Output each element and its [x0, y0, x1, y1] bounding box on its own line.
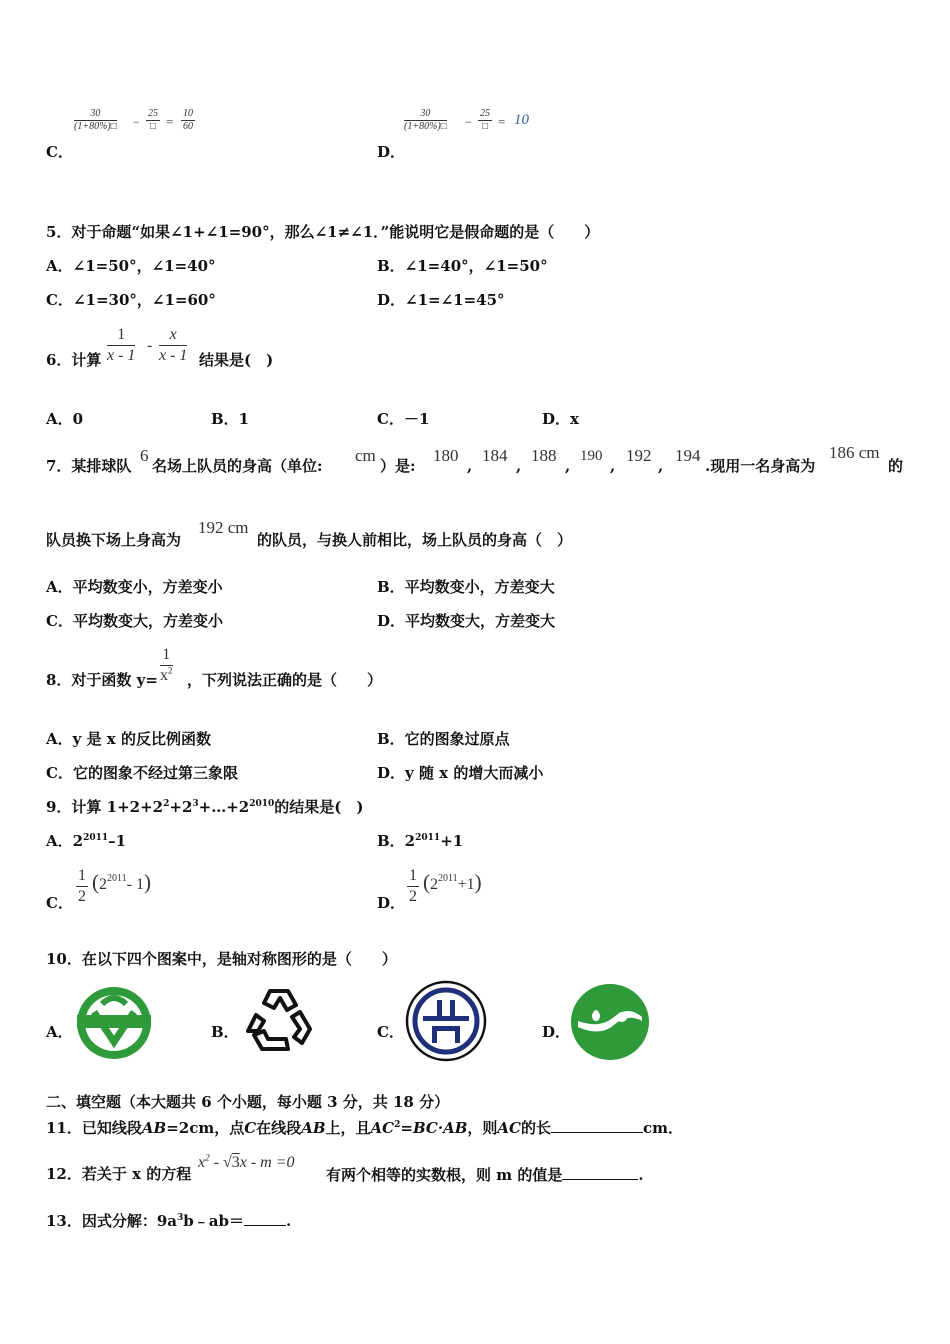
fraction: $\frac{30}{(1+80\%)□}$ — [74, 108, 117, 132]
question-11: 11．已知线段AB=2cm，点C在线段AB上，且$AC^2=BC\cdot AB$，则AC的长 cm． — [46, 1119, 684, 1137]
fraction: $\frac{30}{(1+80\%)□}$ — [404, 108, 447, 132]
q6-option-a: A．0 — [46, 410, 84, 428]
q5-option-d: D．∠1=∠1=45° — [377, 291, 505, 309]
answer-blank[interactable] — [244, 1211, 286, 1226]
q8-option-b: B．它的图象过原点 — [377, 730, 510, 748]
q6-option-c: C．－1 — [377, 410, 430, 428]
q7-option-a: A．平均数变小，方差变小 — [46, 578, 223, 596]
fraction: $\frac{1}{x - 1}$ — [107, 326, 136, 364]
fraction: $\frac{1}{2}$ — [409, 867, 417, 905]
fraction: 25 □ — [148, 108, 158, 132]
q8-option-a: A．y 是 x 的反比例函数 — [46, 730, 211, 748]
fraction: $\frac{1}{x^2}$ — [160, 646, 173, 684]
option-label: A． — [46, 1023, 73, 1041]
answer-blank[interactable] — [562, 1165, 638, 1180]
fraction: $\frac{10}{60}$ — [183, 108, 193, 132]
option-label: B． — [211, 1023, 239, 1041]
question-13: 13．因式分解：$9a^3b﹣ab=$ . — [46, 1212, 292, 1230]
section-2-title: 二、填空题（本大题共 6 个小题，每小题 3 分，共 18 分） — [46, 1093, 450, 1111]
q9-option-a: A．$2^{2011}-1$ — [46, 832, 127, 850]
fraction: $\frac{1}{2}$ — [78, 867, 86, 905]
q9-option-b: B．$2^{2011}+1$ — [377, 832, 464, 850]
q7-option-d: D．平均数变大，方差变大 — [377, 612, 556, 630]
fraction: $\frac{x}{x - 1}$ — [159, 326, 188, 364]
green-drop-icon — [570, 983, 650, 1061]
option-label: D． — [542, 1023, 571, 1041]
fraction: 25 □ — [480, 108, 490, 132]
question-10-stem: 10．在以下四个图案中，是轴对称图形的是（ ） — [46, 950, 397, 968]
circle-emblem-icon — [405, 980, 487, 1062]
option-label: C． — [377, 1023, 404, 1041]
question-5-stem: 5．对于命题“如果∠1+∠1=90°，那么∠1≠∠1．”能说明它是假命题的是（ ） — [46, 223, 600, 241]
green-leaf-badge-icon — [74, 984, 154, 1062]
q7-option-b: B．平均数变小，方差变大 — [377, 578, 555, 596]
q5-option-c: C．∠1=30°，∠1=60° — [46, 291, 216, 309]
q8-option-c: C．它的图象不经过第三象限 — [46, 764, 238, 782]
q8-option-d: D．y 随 x 的增大而减小 — [377, 764, 544, 782]
answer-blank[interactable] — [551, 1118, 643, 1133]
recycle-icon — [240, 985, 318, 1060]
q6-option-b: B．1 — [211, 410, 250, 428]
q6-option-d: D．x — [542, 410, 579, 428]
option-label: C． — [46, 143, 73, 161]
q5-option-a: A．∠1=50°，∠1=40° — [46, 257, 216, 275]
q7-option-c: C．平均数变大，方差变小 — [46, 612, 223, 630]
option-label: D． — [377, 143, 406, 161]
question-9-stem: 9．计算 $1+2+2^2+2^3+\dots+2^{2010}$的结果是( ) — [46, 798, 364, 816]
q5-option-b: B．∠1=40°，∠1=50° — [377, 257, 548, 275]
